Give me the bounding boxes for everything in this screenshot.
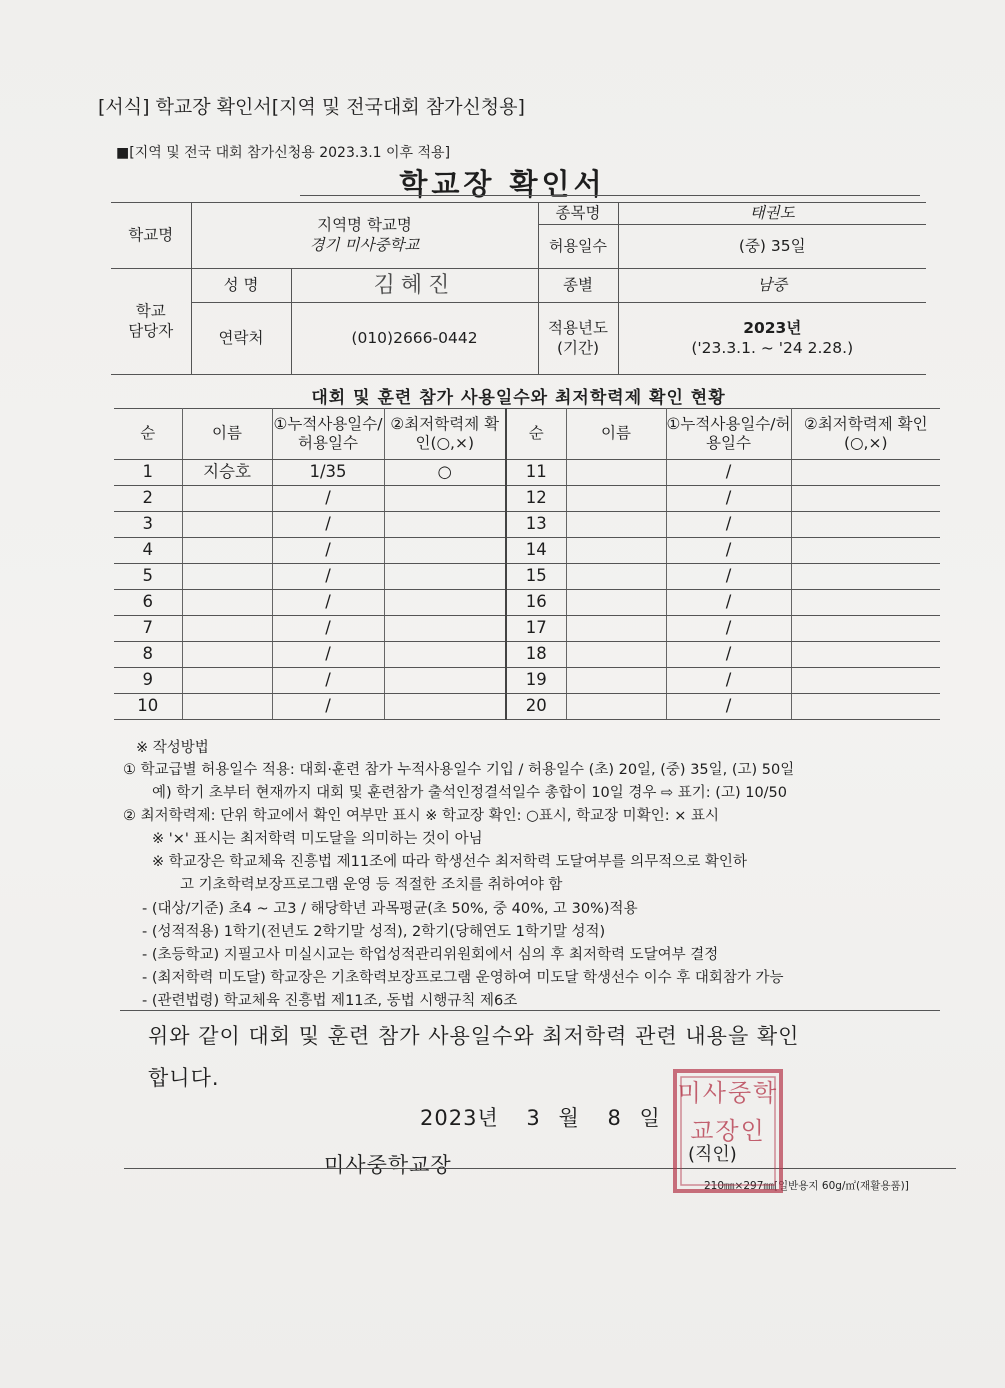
col-check: ②최저학력제 확인(○,×) — [384, 409, 506, 460]
row-name-right — [566, 486, 666, 512]
row-name — [182, 694, 272, 720]
row-days-right: / — [666, 564, 791, 590]
date-year: 2023년 — [420, 1106, 499, 1130]
sport-label: 종목명 — [538, 203, 618, 225]
row-days-right: / — [666, 694, 791, 720]
row-name — [182, 642, 272, 668]
row-no: 7 — [114, 616, 182, 642]
row-name — [182, 590, 272, 616]
row-days: / — [272, 538, 384, 564]
school-label: 학교명 — [111, 203, 191, 269]
footer-rule — [124, 1168, 956, 1169]
note-d3: - (초등학교) 지필고사 미실시교는 학업성적관리위원회에서 심의 후 최저학력 도달여부 결정 — [142, 947, 719, 963]
note-d5: - (관련법령) 학교체육 진흥법 제11조, 동법 시행규칙 제6조 — [142, 993, 518, 1009]
row-days: / — [272, 486, 384, 512]
status-title: 대회 및 훈련 참가 사용일수와 최저학력제 확인 현황 — [311, 388, 726, 408]
col-check-right: ②최저학력제 확인(○,×) — [791, 409, 940, 460]
row-days: / — [272, 590, 384, 616]
row-check — [384, 512, 506, 538]
row-no-right: 16 — [506, 590, 566, 616]
date-day-unit: 일 — [639, 1106, 661, 1130]
row-check-right — [791, 694, 940, 720]
col-days: ①누적사용일수/허용일수 — [272, 409, 384, 460]
row-no: 6 — [114, 590, 182, 616]
contact-label: 연락처 — [191, 303, 291, 375]
row-check — [384, 590, 506, 616]
note-1b: 예) 학기 초부터 현재까지 대회 및 훈련참가 출석인정결석일수 총합이 10일 경우 ⇨ 표기: (고) 10/50 — [152, 785, 788, 801]
school-header: 지역명 학교명 — [317, 216, 412, 235]
row-check — [384, 486, 506, 512]
year-cell — [618, 303, 926, 375]
notes-heading: ※ 작성방법 — [136, 740, 209, 756]
row-name-right — [566, 642, 666, 668]
table-row — [114, 564, 940, 590]
row-no-right: 12 — [506, 486, 566, 512]
row-no: 3 — [114, 512, 182, 538]
row-no: 2 — [114, 486, 182, 512]
row-check-right — [791, 590, 940, 616]
form-subtitle: ■[지역 및 전국 대회 참가신청용 2023.3.1 이후 적용] — [116, 145, 451, 161]
principal-name: 미사중학교장 — [324, 1153, 452, 1177]
row-check-right — [791, 642, 940, 668]
title-rule — [300, 195, 920, 196]
table-row — [114, 668, 940, 694]
row-check-right — [791, 460, 940, 486]
school-value: 경기 미사중학교 — [309, 235, 420, 254]
row-days: / — [272, 694, 384, 720]
row-no: 1 — [114, 460, 182, 486]
col-days-right: ①누적사용일수/허용일수 — [666, 409, 791, 460]
row-no-right: 13 — [506, 512, 566, 538]
row-no-right: 17 — [506, 616, 566, 642]
row-check-right — [791, 538, 940, 564]
row-days-right: / — [666, 460, 791, 486]
col-no-right: 순 — [506, 409, 566, 460]
row-days: / — [272, 668, 384, 694]
row-name-right — [566, 590, 666, 616]
row-check-right — [791, 512, 940, 538]
row-name — [182, 512, 272, 538]
row-name: 지승호 — [182, 460, 272, 486]
row-days: / — [272, 512, 384, 538]
row-name — [182, 616, 272, 642]
row-check-right — [791, 616, 940, 642]
notes-rule — [120, 1010, 940, 1011]
row-no-right: 14 — [506, 538, 566, 564]
table-row — [114, 538, 940, 564]
row-no-right: 15 — [506, 564, 566, 590]
row-check-right — [791, 486, 940, 512]
row-days-right: / — [666, 512, 791, 538]
row-name-right — [566, 512, 666, 538]
row-no-right: 20 — [506, 694, 566, 720]
note-2: ② 최저학력제: 단위 학교에서 확인 여부만 표시 ※ 학교장 확인: ○표시, 학교장 미확인: × 표시 — [123, 808, 719, 824]
col-name-right: 이름 — [566, 409, 666, 460]
seal-mark: (직인) — [688, 1144, 737, 1165]
table-row — [114, 590, 940, 616]
row-no-right: 18 — [506, 642, 566, 668]
date-day: 8 — [607, 1106, 622, 1130]
row-no: 8 — [114, 642, 182, 668]
table-row — [114, 694, 940, 720]
seal-text: 미사중학교장인 — [677, 1079, 779, 1145]
row-no: 10 — [114, 694, 182, 720]
row-name-right — [566, 694, 666, 720]
allowed-days-label: 허용일수 — [538, 225, 618, 269]
row-no: 4 — [114, 538, 182, 564]
name-label: 성 명 — [191, 269, 291, 303]
year-value: 2023년 — [743, 319, 802, 338]
table-row — [114, 460, 940, 486]
name-value-cell — [291, 269, 538, 303]
row-days: 1/35 — [272, 460, 384, 486]
table-row — [114, 512, 940, 538]
table-row — [114, 642, 940, 668]
note-d2: - (성적적용) 1학기(전년도 2학기말 성적), 2학기(당해연도 1학기말 성적) — [142, 924, 606, 940]
date-line — [420, 1102, 661, 1132]
table-row — [114, 486, 940, 512]
date-month-unit: 월 — [558, 1106, 580, 1130]
col-name: 이름 — [182, 409, 272, 460]
row-check — [384, 642, 506, 668]
row-check: ○ — [384, 460, 506, 486]
row-name-right — [566, 564, 666, 590]
note-2b: ※ 학교장은 학교체육 진흥법 제11조에 따라 학생선수 최저학력 도달여부를 의무적으로 확인하 — [152, 854, 747, 870]
row-days-right: / — [666, 642, 791, 668]
allowed-days-value: (중) 35일 — [618, 225, 926, 269]
confirm-line-2: 합니다. — [148, 1066, 220, 1090]
row-check — [384, 668, 506, 694]
row-name — [182, 668, 272, 694]
note-2a: ※ '×' 표시는 최저학력 미도달을 의미하는 것이 아님 — [152, 831, 483, 847]
gender-label: 종별 — [538, 269, 618, 303]
confirm-line-1: 위와 같이 대회 및 훈련 참가 사용일수와 최저학력 관련 내용을 확인 — [148, 1024, 800, 1048]
note-1: ① 학교급별 허용일수 적용: 대회·훈련 참가 누적사용일수 기입 / 허용일수 (초) 20일, (중) 35일, (고) 50일 — [123, 762, 795, 778]
row-days: / — [272, 642, 384, 668]
school-info-table — [111, 202, 926, 375]
period-value: ('23.3.1. ~ '24 2.28.) — [691, 338, 854, 357]
row-check-right — [791, 564, 940, 590]
row-no-right: 19 — [506, 668, 566, 694]
row-days: / — [272, 616, 384, 642]
row-name — [182, 564, 272, 590]
row-name-right — [566, 616, 666, 642]
row-check-right — [791, 668, 940, 694]
row-name-right — [566, 460, 666, 486]
row-days-right: / — [666, 668, 791, 694]
row-days-right: / — [666, 486, 791, 512]
contact-value: (010)2666-0442 — [291, 303, 538, 375]
row-days-right: / — [666, 616, 791, 642]
col-no: 순 — [114, 409, 182, 460]
row-name-right — [566, 538, 666, 564]
row-name — [182, 486, 272, 512]
date-month: 3 — [526, 1106, 541, 1130]
row-check — [384, 694, 506, 720]
school-cell — [191, 203, 538, 269]
note-2c: 고 기초학력보장프로그램 운영 등 적절한 조치를 취하여야 함 — [180, 877, 563, 893]
table-row — [114, 616, 940, 642]
row-no-right: 11 — [506, 460, 566, 486]
row-days: / — [272, 564, 384, 590]
note-d4: - (최저학력 미도달) 학교장은 기초학력보장프로그램 운영하여 미도달 학생선수 이수 후 대회참가 가능 — [142, 970, 784, 986]
row-check — [384, 538, 506, 564]
row-no: 5 — [114, 564, 182, 590]
row-check — [384, 616, 506, 642]
row-days-right: / — [666, 538, 791, 564]
gender-value: 남중 — [618, 269, 926, 303]
participation-table — [114, 408, 940, 720]
note-d1: - (대상/기준) 초4 ~ 고3 / 해당학년 과목평균(초 50%, 중 40%, 고 30%)적용 — [142, 901, 638, 917]
manager-label: 학교 담당자 — [111, 269, 191, 375]
year-label: 적용년도 (기간) — [538, 303, 618, 375]
form-title: [서식] 학교장 확인서[지역 및 전국대회 참가신청용] — [98, 96, 525, 118]
row-check — [384, 564, 506, 590]
row-name-right — [566, 668, 666, 694]
sport-value: 태권도 — [618, 203, 926, 225]
row-no: 9 — [114, 668, 182, 694]
paper-spec: 210㎜×297㎜[일반용지 60g/㎡(재활용품)] — [704, 1180, 909, 1192]
row-name — [182, 538, 272, 564]
page-title: 학교장 확인서 — [399, 167, 606, 201]
name-value: 김혜진 — [373, 272, 456, 298]
row-days-right: / — [666, 590, 791, 616]
